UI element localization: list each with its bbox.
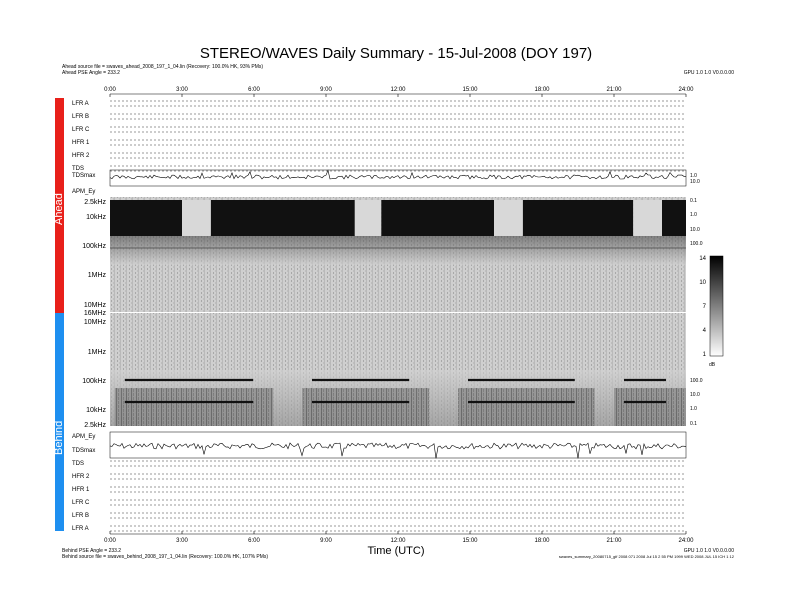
top-time-tick-label: 0:00 (104, 87, 116, 93)
bottom-time-tick-label: 12:00 (390, 538, 406, 544)
ahead-right-tick: 1.0 (690, 212, 697, 218)
bottom-time-tick-label: 15:00 (462, 538, 478, 544)
behind-row-label: HFR 1 (72, 487, 90, 493)
ahead-emission-block (662, 200, 686, 236)
ahead-row-label: HFR 1 (72, 140, 90, 146)
ahead-gap-column (633, 200, 662, 236)
ahead-emission-block (110, 200, 182, 236)
frequency-label: 1MHz (87, 349, 106, 356)
footer-file-info: swaves_summary_20080715_gif 2008 071 2008 Jul 15 2 55 PM 1999 WED 2008 JUL 15 ICH 1 12 (558, 554, 734, 559)
ahead-row-label: APM_Ey (72, 189, 96, 195)
chart-title: STEREO/WAVES Daily Summary - 15-Jul-2008 (DOY 197) (199, 45, 593, 62)
behind-row-label: LFR C (72, 500, 90, 506)
behind-source-file: Behind source file = swaves_behind_2008_197_1_04.lin (Recovery: 100.0% HK, 107% PMs) (62, 554, 269, 560)
behind-tdsmax-trace (110, 443, 686, 458)
ahead-gap-column (355, 200, 381, 236)
frequency-label: 1MHz (87, 272, 106, 279)
ahead-pse-angle: Ahead PSE Angle = 233.2 (62, 70, 120, 76)
bottom-time-tick-label: 21:00 (606, 538, 622, 544)
top-time-tick-label: 6:00 (248, 87, 260, 93)
colorbar-tick: 1 (702, 352, 706, 358)
behind-row-label: TDS (72, 461, 84, 467)
behind-spectrogram (110, 313, 686, 426)
frequency-label: 16MHz (83, 310, 106, 317)
colorbar-unit: dB (709, 362, 716, 368)
top-time-tick-label: 18:00 (534, 87, 550, 93)
top-time-tick-label: 3:00 (176, 87, 188, 93)
behind-emission-region (302, 388, 429, 426)
behind-row-label: LFR A (72, 526, 89, 532)
x-axis-label: Time (UTC) (367, 545, 425, 557)
colorbar-tick: 14 (699, 256, 706, 262)
ahead-right-tick: 0.1 (690, 198, 697, 204)
ahead-tdsmax-panel (110, 170, 686, 186)
frequency-label: 2.5kHz (84, 199, 106, 206)
behind-row-label: HFR 2 (72, 474, 90, 480)
behind-row-label: TDSmax (72, 448, 96, 454)
bottom-time-tick-label: 3:00 (176, 538, 188, 544)
top-time-tick-label: 21:00 (606, 87, 622, 93)
ahead-row-label: TDSmax (72, 173, 96, 179)
behind-row-label: LFR B (72, 513, 90, 519)
frequency-label: 2.5kHz (84, 422, 106, 429)
frequency-label: 10MHz (83, 302, 106, 309)
behind-right-tick: 0.1 (690, 421, 697, 427)
behind-emission-region (614, 388, 686, 426)
colorbar-tick: 4 (702, 328, 706, 334)
footer-version: GPU 1.0 1.0 V0.0.0.00 (683, 548, 734, 554)
behind-right-tick: 100.0 (690, 378, 703, 384)
tds-right-tick: 1.0 (690, 173, 697, 179)
behind-right-tick: 1.0 (690, 406, 697, 412)
ahead-emission-block (523, 200, 633, 236)
ahead-row-label: TDS (72, 166, 84, 172)
ahead-row-label: LFR A (72, 101, 89, 107)
behind-pse-angle: Behind PSE Angle = 233.2 (62, 548, 122, 554)
colorbar-tick: 10 (699, 280, 706, 286)
behind-emission-region (115, 388, 273, 426)
header-version: GPU 1.0 1.0 V0.0.0.00 (683, 70, 734, 76)
colorbar-tick: 7 (702, 304, 706, 310)
top-time-tick-label: 12:00 (390, 87, 406, 93)
tds-right-tick: 10.0 (690, 179, 700, 185)
top-time-tick-label: 9:00 (320, 87, 332, 93)
bottom-time-tick-label: 6:00 (248, 538, 260, 544)
ahead-gap-column (494, 200, 523, 236)
frequency-label: 10kHz (86, 407, 106, 414)
ahead-row-label: HFR 2 (72, 153, 90, 159)
frequency-label: 100kHz (82, 243, 106, 250)
behind-right-tick: 10.0 (690, 392, 700, 398)
top-time-tick-label: 24:00 (678, 87, 694, 93)
ahead-emission-block (381, 200, 494, 236)
ahead-spectrogram-fade (110, 235, 686, 265)
bottom-time-tick-label: 9:00 (320, 538, 332, 544)
ahead-gap-column (182, 200, 211, 236)
ahead-spectrogram (110, 197, 686, 312)
frequency-label: 100kHz (82, 378, 106, 385)
behind-emission-region (458, 388, 595, 426)
ahead-side-label: Ahead (53, 193, 65, 225)
ahead-tdsmax-trace (110, 170, 686, 179)
ahead-source-file: Ahead source file = swaves_ahead_2008_197_1_04.lin (Recovery: 100.0% HK, 93% PMs) (62, 64, 264, 70)
ahead-emission-block (211, 200, 355, 236)
top-time-tick-label: 15:00 (462, 87, 478, 93)
ahead-right-tick: 10.0 (690, 227, 700, 233)
behind-row-label: APM_Ey (72, 434, 96, 440)
frequency-label: 10MHz (83, 319, 106, 326)
bottom-time-tick-label: 18:00 (534, 538, 550, 544)
bottom-time-tick-label: 0:00 (104, 538, 116, 544)
ahead-row-label: LFR C (72, 127, 90, 133)
frequency-label: 10kHz (86, 214, 106, 221)
bottom-time-tick-label: 24:00 (678, 538, 694, 544)
behind-side-label: Behind (53, 420, 65, 455)
ahead-row-label: LFR B (72, 114, 90, 120)
ahead-right-tick: 100.0 (690, 241, 703, 247)
colorbar (710, 256, 723, 356)
